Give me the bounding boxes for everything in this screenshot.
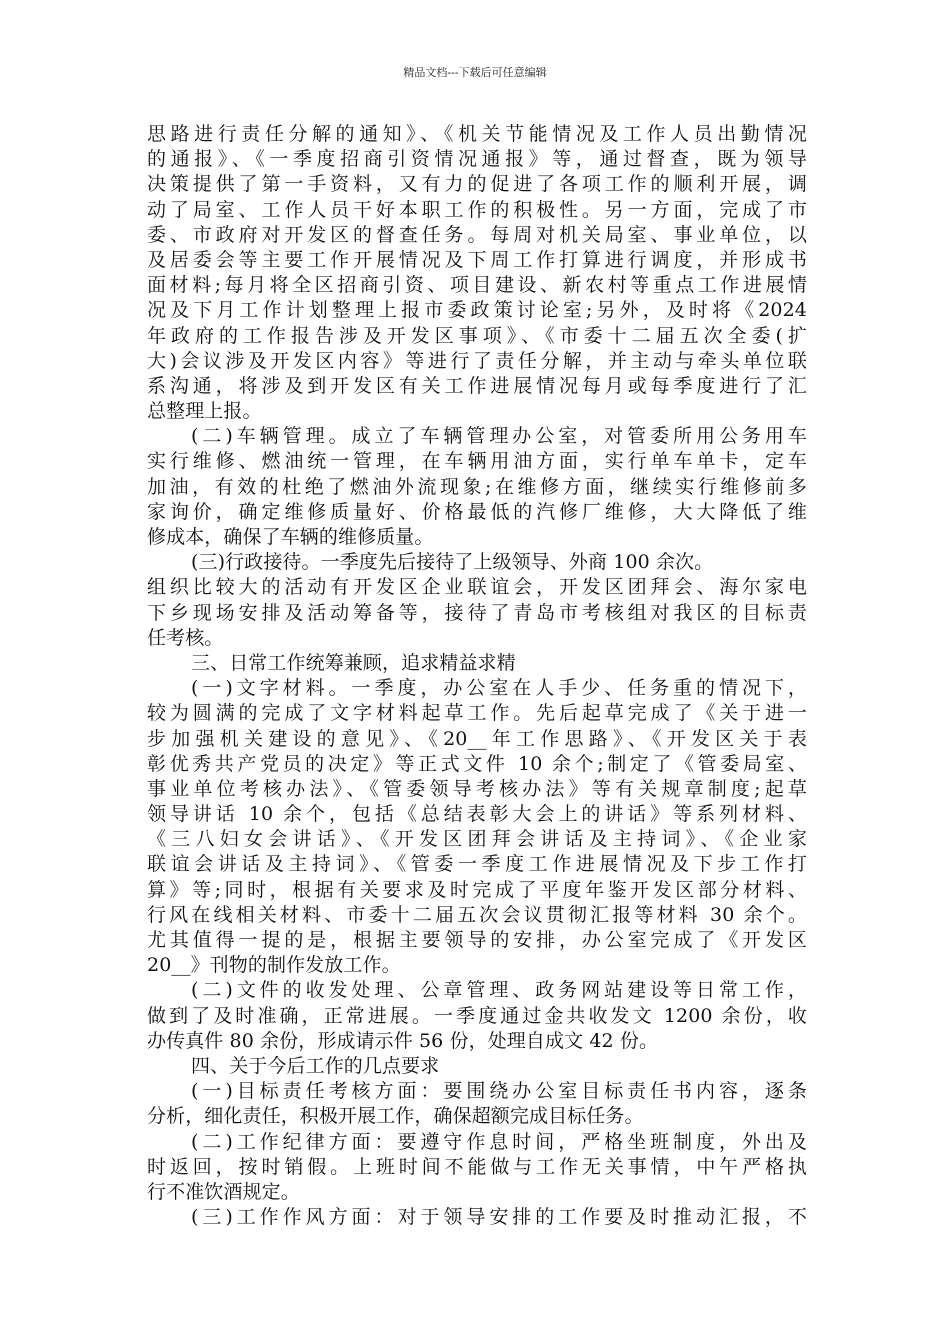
text-line: 联谊会讲话及主持词》、《管委一季度工作进展情况及下步工作打 — [147, 853, 807, 876]
text-line: 20__》刊物的制作发放工作。 — [147, 954, 401, 977]
text-line: 面材料;每月将全区招商引资、项目建设、新农村等重点工作进展情 — [147, 274, 807, 297]
text-line: 任考核。 — [147, 626, 224, 649]
section-heading — [147, 1054, 807, 1079]
text-line: 分析，细化责任，积极开展工作，确保超额完成目标任务。 — [147, 1105, 644, 1128]
text-line: 做到了及时准确，正常进展。一季度通过金共收发文 1200 余份，收 — [147, 1004, 807, 1027]
text-line: 行不准饮酒规定。 — [147, 1180, 300, 1203]
paragraph — [147, 978, 807, 1054]
text-line: 实行维修、燃油统一管理，在车辆用油方面，实行单车单卡，定车 — [147, 450, 807, 473]
text-line: 三、日常工作统筹兼顾，追求精益求精 — [191, 651, 516, 674]
text-line: 组织比较大的活动有开发区企业联谊会，开发区团拜会、海尔家电 — [147, 576, 807, 599]
text-line: (三)行政接待。一季度先后接待了上级领导、外商 100 余次。 — [191, 551, 714, 574]
text-line: 委、市政府对开发区的督查任务。每周对机关局室、事业单位，以 — [147, 223, 807, 246]
text-line: 行风在线相关材料、市委十二届五次会议贯彻汇报等材料 30 余个。 — [147, 903, 807, 926]
text-line: 领导讲话 10 余个，包括《总结表彰大会上的讲话》等系列材料、 — [147, 803, 807, 826]
paragraph — [147, 550, 807, 651]
paragraph — [147, 1130, 807, 1206]
text-line: 况及下月工作计划整理上报市委政策讨论室;另外，及时将《2024 — [147, 299, 807, 322]
text-line: (一)目标责任考核方面：要围绕办公室目标责任书内容，逐条 — [191, 1080, 807, 1103]
text-line: (三)工作作风方面：对于领导安排的工作要及时推动汇报，不 — [191, 1206, 807, 1229]
text-line: 系沟通，将涉及到开发区有关工作进展情况每月或每季度进行了汇 — [147, 374, 807, 397]
text-line: 彰优秀共产党员的决定》等正式文件 10 余个;制定了《管委局室、 — [147, 752, 807, 775]
text-line: 修成本，确保了车辆的维修质量。 — [147, 526, 434, 548]
paragraph — [147, 1079, 807, 1129]
text-line: 办传真件 80 余份，形成请示件 56 份，处理自成文 42 份。 — [147, 1029, 659, 1052]
text-line: (二)车辆管理。成立了车辆管理办公室，对管委所用公务用车 — [191, 425, 807, 448]
text-line: 加油，有效的杜绝了燃油外流现象;在维修方面，继续实行维修前多 — [147, 475, 807, 498]
text-line: 尤其值得一提的是，根据主要领导的安排，办公室完成了《开发区 — [147, 929, 807, 951]
text-line: 四、关于今后工作的几点要求 — [191, 1054, 440, 1077]
text-line: 算》等;同时，根据有关要求及时完成了平度年鉴开发区部分材料、 — [147, 878, 807, 901]
text-line: (二)文件的收发处理、公章管理、政务网站建设等日常工作， — [191, 979, 807, 1002]
text-line: 及居委会等主要工作开展情况及下周工作打算进行调度，并形成书 — [147, 248, 807, 271]
section-heading — [147, 651, 807, 676]
text-line: 年政府的工作报告涉及开发区事项》、《市委十二届五次全委(扩 — [147, 324, 807, 347]
text-line: 动了局室、工作人员干好本职工作的积极性。另一方面，完成了市 — [147, 198, 807, 221]
text-line: 家询价，确定维修质量好、价格最低的汽修厂维修，大大降低了维 — [147, 500, 807, 523]
paragraph — [147, 676, 807, 978]
text-line: 大)会议涉及开发区内容》等进行了责任分解，并主动与牵头单位联 — [147, 349, 807, 372]
text-line: 时返回，按时销假。上班时间不能做与工作无关事情，中午严格执 — [147, 1155, 807, 1178]
paragraph — [147, 424, 807, 550]
text-line: 事业单位考核办法》、《管委领导考核办法》等有关规章制度;起草 — [147, 777, 807, 800]
text-line: 总整理上报。 — [147, 400, 262, 423]
text-line: 的通报》、《一季度招商引资情况通报》等，通过督查，既为领导 — [147, 148, 807, 171]
text-line: 较为圆满的完成了文字材料起草工作。先后起草完成了《关于进一 — [147, 702, 807, 725]
text-line: 《三八妇女会讲话》、《开发区团拜会讲话及主持词》、《企业家 — [147, 828, 807, 851]
text-line: (二)工作纪律方面：要遵守作息时间，严格坐班制度，外出及 — [191, 1130, 807, 1153]
document-body — [147, 122, 807, 1230]
text-line: 思路进行责任分解的通知》、《机关节能情况及工作人员出勤情况 — [147, 123, 807, 145]
text-line: 决策提供了第一手资料，又有力的促进了各项工作的顺利开展，调 — [147, 173, 807, 196]
paragraph — [147, 122, 807, 424]
paragraph — [147, 1205, 807, 1230]
page-header: 精品文档---下载后可任意编辑 — [403, 66, 547, 79]
text-line: 下乡现场安排及活动筹备等，接待了青岛市考核组对我区的目标责 — [147, 601, 807, 624]
text-line: 步加强机关建设的意见》、《20__年工作思路》、《开发区关于表 — [147, 727, 807, 750]
text-line: (一)文字材料。一季度，办公室在人手少、任务重的情况下， — [191, 677, 807, 700]
